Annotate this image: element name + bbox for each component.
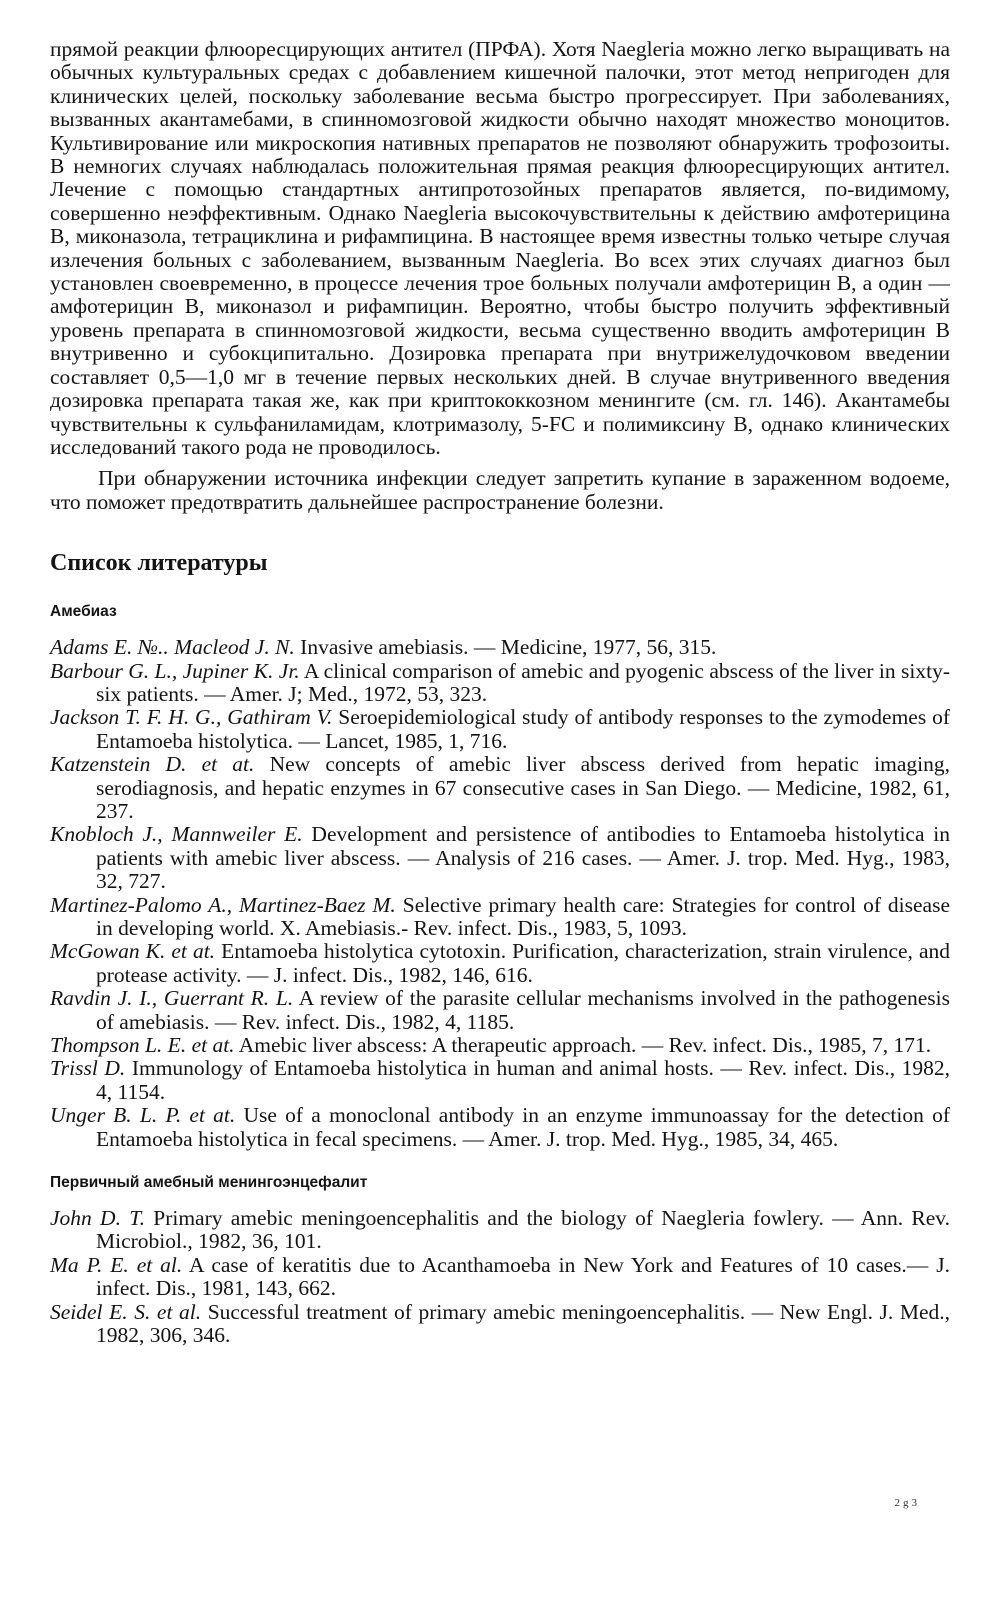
reference-authors: Ravdin J. I., Guerrant R. L. [50, 986, 294, 1011]
reference-authors: Adams E. №.. Macleod J. N. [50, 635, 295, 660]
reference-authors: Seidel E. S. et al. [50, 1299, 202, 1324]
reference-item [50, 987, 950, 1034]
reference-item [50, 1301, 950, 1348]
reference-authors: John D. T. [50, 1206, 145, 1231]
reference-text: Amebic liver abscess: A therapeutic approach. — Rev. infect. Dis., 1985, 7, 171. [238, 1033, 932, 1058]
reference-text: New concepts of amebic liver abscess derived from hepatic imaging, serodiagnosis, and hepatic enzymes in 67 consecutive cases in San Diego. — Medicine, 1982, 61, 237. [96, 752, 950, 823]
reference-item [50, 1104, 950, 1151]
reference-authors: Knobloch J., Mannweiler E. [50, 822, 303, 847]
references-title: Список литературы [50, 550, 268, 577]
reference-text: Selective primary health care: Strategies for control of disease in developing world. X. Amebiasis.- Rev. infect. Dis., 1983, 5, 1093. [96, 892, 950, 940]
reference-text: Immunology of Entamoeba histolytica in human and animal hosts. — Rev. infect. Dis., 1982, 4, 1154. [96, 1056, 950, 1104]
reference-text: Use of a monoclonal antibody in an enzyme immunoassay for the detection of Entamoeba histolytica in fecal specimens. — Amer. J. trop. Med. Hyg., 1985, 34, 465. [96, 1103, 950, 1151]
body-paragraph-2: При обнаружении источника инфекции следует запретить купание в зараженном водоеме, что поможет предотвратить дальнейшее распространение болезни. [50, 466, 950, 514]
reference-text: A clinical comparison of amebic and pyogenic abscess of the liver in sixty-six patients. — Amer. J; Med., 1972, 53, 323. [96, 658, 950, 706]
reference-item [50, 940, 950, 987]
reference-text: A case of keratitis due to Acanthamoeba in New York and Features of 10 cases.— J. infect. Dis., 1981, 143, 662. [96, 1252, 950, 1301]
reference-text: A review of the parasite cellular mechanisms involved in the pathogenesis of amebiasis. — Rev. infect. Dis., 1982, 4, 1185. [96, 986, 950, 1034]
reference-text: Entamoeba histolytica cytotoxin. Purification, characterization, strain virulence, and protease activity. — J. infect. Dis., 1982, 146, 616. [96, 939, 950, 987]
reference-authors: Thompson L. E. et at. [50, 1033, 235, 1058]
reference-authors: Barbour G. L., Jupiner K. Jr. [50, 658, 300, 683]
subsection-heading-meningoencephalitis: Первичный амебный менингоэнцефалит [50, 1174, 368, 1192]
reference-item [50, 706, 950, 753]
reference-authors: Unger B. L. P. et at. [50, 1103, 236, 1128]
subsection-heading-amebiasis: Амебиаз [50, 603, 117, 621]
reference-text: Primary amebic meningoencephalitis and the biology of Naegleria fowlery. — Ann. Rev. Microbiol., 1982, 36, 101. [96, 1206, 951, 1254]
reference-item [50, 1207, 950, 1254]
reference-list-meningoencephalitis [50, 1207, 950, 1347]
reference-authors: Trissl D. [50, 1056, 126, 1081]
reference-authors: Ma P. E. et al. [50, 1252, 183, 1277]
reference-authors: Martinez-Palomo A., Martinez-Baez M. [50, 892, 396, 917]
reference-item [50, 823, 950, 893]
page-number: 2g3 [894, 1497, 920, 1509]
reference-item [50, 636, 950, 659]
body-paragraph-1: прямой реакции флюоресцирующих антител (ПРФА). Хотя Naegleria можно легко выращивать на обычных культуральных средах с добавлением кишечной палочки, этот метод непригоден для клинических целей, поскольку заболевание весьма быстро прогрессирует. При заболеваниях, вызванных акантамебами, в спинномозговой жидкости обычно находят множество моноцитов. Культивирование или микроскопия нативных препаратов не позволяют обнаружить трофозоиты. В немногих случаях наблюдалась положительная прямая реакция флюоресцирующих антител. Лечение с помощью стандартных антипротозойных препаратов является, по-видимому, совершенно неэффективным. Однако Naegleria высокочувствительны к действию амфотерицина В, миконазола, тетрациклина и рифампицина. В настоящее время известны только четыре случая излечения больных с заболеванием, вызванным Naegleria. Во всех этих случаях диагноз был установлен своевременно, в процессе лечения трое больных получали амфотерицин В, а один — амфотерицин В, миконазол и рифампицин. Вероятно, чтобы быстро получить эффективный уровень препарата в спинномозговой жидкости, весьма существенно вводить амфотерицин В внутривенно и субокципитально. Дозировка препарата при внутрижелудочковом введении составляет 0,5—1,0 мг в течение первых нескольких дней. В случае внутривенного введения дозировка препарата такая же, как при криптококкозном менингите (см. гл. 146). Акантамебы чувствительны к сульфаниламидам, клотримазолу, 5-FC и полимиксину В, однако клинических исследований такого рода не проводилось. [50, 37, 950, 459]
reference-item [50, 1057, 950, 1104]
reference-authors: Jackson T. F. H. G., Gathiram V. [50, 705, 333, 730]
reference-text: Successful treatment of primary amebic meningoencephalitis. — New Engl. J. Med., 1982, 306, 346. [96, 1299, 951, 1348]
reference-authors: McGowan K. et at. [50, 939, 216, 964]
reference-text: Invasive amebiasis. — Medicine, 1977, 56, 315. [300, 635, 717, 660]
reference-item [50, 753, 950, 823]
document-page [50, 38, 950, 1348]
reference-text: Development and persistence of antibodies to Entamoeba histolytica in patients with amebic liver abscess. — Analysis of 216 cases. — Amer. J. trop. Med. Hyg., 1983, 32, 727. [96, 822, 951, 894]
reference-item [50, 660, 950, 707]
reference-authors: Katzenstein D. et at. [50, 752, 255, 777]
reference-item [50, 894, 950, 941]
reference-item [50, 1034, 950, 1057]
reference-item [50, 1254, 950, 1301]
reference-text: Seroepidemiological study of antibody responses to the zymodemes of Entamoeba histolytica. — Lancet, 1985, 1, 716. [96, 705, 950, 753]
reference-list-amebiasis [50, 636, 950, 1151]
